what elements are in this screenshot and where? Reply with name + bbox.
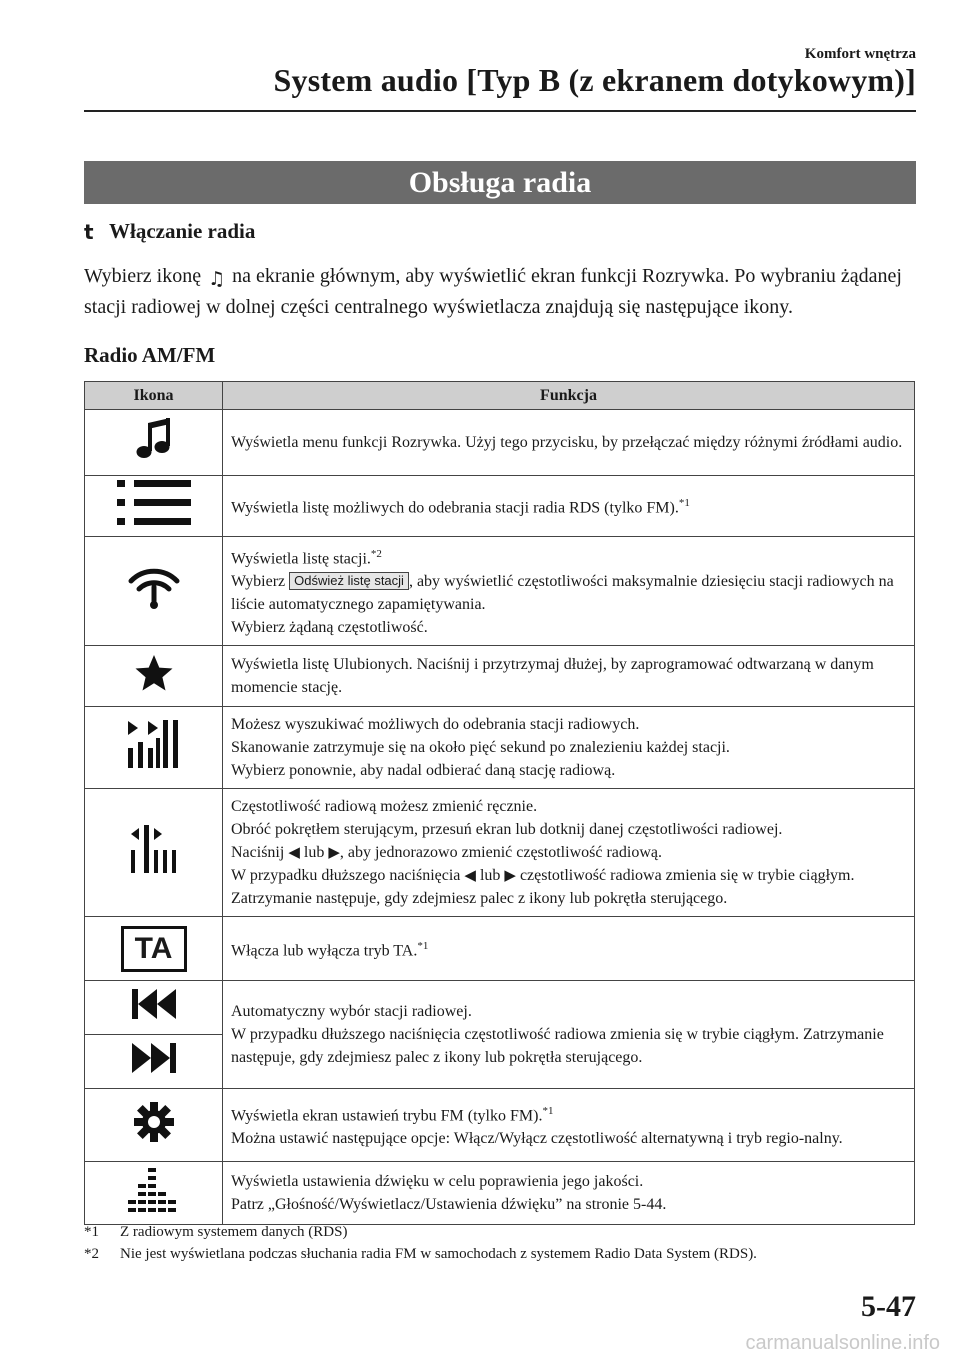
page-number: 5-47: [861, 1290, 916, 1323]
radio-title: Radio AM/FM: [84, 343, 216, 367]
function-cell: [223, 1162, 915, 1225]
radio-antenna-icon: [126, 566, 182, 610]
refresh-list-button: Odśwież listę stacji: [289, 572, 409, 590]
function-line: Wyświetla ustawienia dźwięku w celu poprawienia jego jakości.: [231, 1173, 644, 1191]
function-line: Częstotliwość radiową możesz zmienić ręcznie.: [231, 798, 538, 816]
icon-cell: [85, 1089, 223, 1162]
equalizer-icon: [126, 1167, 182, 1213]
function-text: , aby jednorazowo zmienić częstotliwość radiową.: [339, 844, 662, 862]
subheading: [84, 219, 255, 244]
function-cell: [223, 1089, 915, 1162]
function-cell: [223, 707, 915, 789]
function-line: [231, 864, 906, 910]
function-line: Automatyczny wybór stacji radiowej.: [231, 1003, 472, 1021]
function-cell: [223, 789, 915, 917]
function-text: lub: [479, 867, 501, 885]
function-line: [231, 570, 906, 616]
table-row: [85, 789, 915, 917]
function-cell: [223, 981, 915, 1089]
header-icon: Ikona: [85, 382, 223, 410]
table-row: [85, 917, 915, 981]
subheading-text: Włączanie radia: [109, 219, 256, 243]
table-row: [85, 646, 915, 707]
function-text: Wybierz żądaną częstotliwość.: [231, 619, 428, 637]
footnote: [84, 1221, 757, 1243]
function-text: Wyświetla listę Ulubionych. Naciśnij i przytrzymaj dłużej, by zaprogramować odtwarzaną w danym momencie stację.: [231, 656, 874, 697]
left-arrow-icon: ◀: [288, 843, 300, 862]
page-header-title: System audio [Typ B (z ekranem dotykowym)]: [273, 62, 916, 98]
footnote-mark: *2: [84, 1246, 99, 1262]
footnote-text: Z radiowym systemem danych (RDS): [120, 1224, 348, 1240]
skip-back-icon: [130, 987, 178, 1021]
function-line: Wybierz ponownie, aby nadal odbierać daną stację radiową.: [231, 762, 616, 780]
function-text: lub: [303, 844, 325, 862]
footnote-text: Nie jest wyświetlana podczas słuchania radia FM w samochodach z systemem Radio Data System (RDS).: [120, 1246, 757, 1262]
footnote-ref: *1: [417, 940, 429, 953]
intro-after-icon: na ekranie głównym, aby wyświetlić ekran funkcji Rozrywka. Po wybraniu żądanej stacji radiowej w dolnej części centralnego wyświetlacza znajdują się następujące ikony.: [84, 265, 902, 318]
footnote: [84, 1243, 757, 1265]
function-line: Można ustawić następujące opcje: Włącz/Wyłącz częstotliwość alternatywną i tryb regio-nalny.: [231, 1130, 843, 1148]
section-banner: [84, 161, 916, 204]
function-text: W przypadku dłuższego naciśnięcia: [231, 867, 461, 885]
function-line: Patrz „Głośność/Wyświetlacz/Ustawienia dźwięku” na stronie 5-44.: [231, 1196, 667, 1214]
function-line: [231, 616, 906, 639]
function-line: [231, 1100, 906, 1127]
function-line: Obróć pokrętłem sterującym, przesuń ekran lub dotknij danej częstotliwości radiowej.: [231, 821, 783, 839]
function-text: Wyświetla listę możliwych do odebrania stacji radia RDS (tylko FM).: [231, 499, 679, 517]
header-function: Funkcja: [223, 382, 915, 410]
function-text: Włącza lub wyłącza tryb TA.: [231, 942, 418, 960]
function-cell: [223, 476, 915, 537]
intro-paragraph: [84, 262, 916, 321]
table-row: [85, 1162, 915, 1225]
table-header-row: [85, 382, 915, 410]
function-cell: [223, 917, 915, 981]
table-row: [85, 537, 915, 646]
skip-forward-icon: [130, 1041, 178, 1075]
function-text: , aby wyświetlić częstotliwości maksymalnie dziesięciu stacji radiowych na liście automatycznego zapamiętywania.: [231, 573, 894, 614]
icon-cell: [85, 1035, 223, 1089]
tune-icon: [129, 824, 179, 874]
icon-cell: [85, 646, 223, 707]
icon-cell: [85, 917, 223, 981]
right-arrow-icon: ▶: [328, 843, 340, 862]
icon-cell: [85, 537, 223, 646]
footnote-mark: *1: [84, 1224, 99, 1240]
function-line: Skanowanie zatrzymuje się na około pięć sekund po znalezieniu każdej stacji.: [231, 739, 730, 757]
footnote-ref: *1: [678, 497, 690, 510]
function-text: Wyświetla ekran ustawień trybu FM (tylko FM).: [231, 1107, 543, 1125]
icon-cell: [85, 789, 223, 917]
function-text: częstotliwość radiowa zmienia się w trybie ciągłym. Zatrzymanie następuje, gdy zdejmiesz palec z ikony lub pokrętła sterującego.: [231, 867, 855, 908]
function-table: [84, 381, 915, 1225]
icon-cell: [85, 1162, 223, 1225]
table-row: [85, 1089, 915, 1162]
function-text: Wyświetla menu funkcji Rozrywka. Użyj tego przycisku, by przełączać między różnymi źródłami audio.: [231, 434, 903, 451]
footnote-ref: *2: [370, 548, 382, 560]
icon-cell: [85, 981, 223, 1035]
scan-icon: [126, 718, 182, 770]
function-line: [231, 841, 906, 864]
function-line: [231, 543, 906, 570]
ta-icon: TA: [121, 926, 187, 972]
footnotes: [84, 1221, 757, 1265]
icon-cell: [85, 707, 223, 789]
table-row: [85, 410, 915, 476]
function-text: Wybierz: [231, 573, 286, 591]
table-row: [85, 981, 915, 1035]
intro-before-icon: Wybierz ikonę: [84, 265, 202, 287]
function-cell: [223, 537, 915, 646]
function-text: Wyświetla listę stacji.: [231, 550, 371, 568]
table-row: [85, 476, 915, 537]
function-cell: [223, 646, 915, 707]
right-arrow-icon: ▶: [504, 866, 516, 885]
header-rule: [84, 110, 916, 112]
watermark: carmanualsonline.info: [745, 1332, 940, 1354]
table-row: [85, 707, 915, 789]
bullet-marker: t: [84, 219, 94, 244]
music-note-icon: ♫: [208, 268, 226, 290]
star-icon: [134, 653, 174, 693]
gear-icon: [133, 1101, 175, 1143]
music-note-icon: [129, 414, 179, 464]
banner-title: Obsługa radia: [408, 165, 592, 199]
function-line: Możesz wyszukiwać możliwych do odebrania stacji radiowych.: [231, 716, 640, 734]
list-icon: [114, 478, 194, 528]
function-line: W przypadku dłuższego naciśnięcia częstotliwość radiowa zmienia się w trybie ciągłym. Zatrzymanie następuje, gdy zdejmiesz palec z ikony lub pokrętła sterującego.: [231, 1026, 884, 1067]
icon-cell: [85, 410, 223, 476]
left-arrow-icon: ◀: [464, 866, 476, 885]
footnote-ref: *1: [542, 1105, 554, 1118]
section-label: Komfort wnętrza: [804, 46, 916, 62]
function-cell: [223, 410, 915, 476]
icon-cell: [85, 476, 223, 537]
function-text: Naciśnij: [231, 844, 285, 862]
